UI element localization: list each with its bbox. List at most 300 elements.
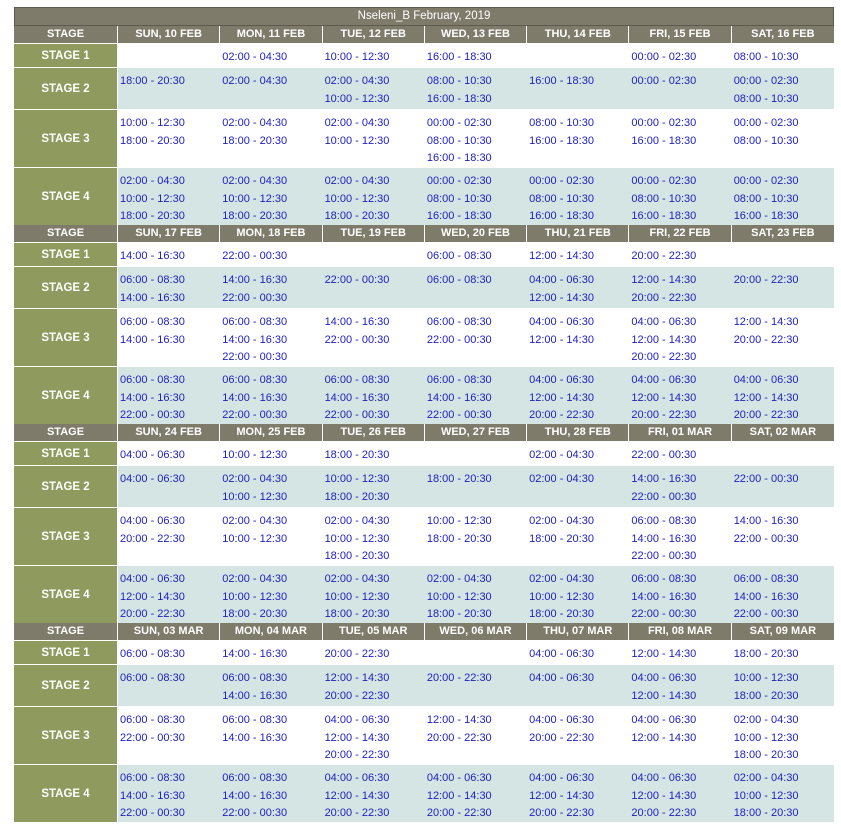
time-slot: 10:00 - 12:30 bbox=[733, 789, 799, 802]
time-slot: 22:00 - 00:30 bbox=[733, 608, 799, 620]
time-slot: 20:00 - 22:30 bbox=[324, 807, 390, 819]
schedule-cell bbox=[732, 765, 834, 822]
time-slot: 02:00 - 04:30 bbox=[222, 473, 288, 485]
time-slot: 14:00 - 16:30 bbox=[120, 789, 185, 802]
schedule-cell bbox=[629, 44, 731, 67]
schedule-cell bbox=[220, 765, 322, 822]
schedule-cell bbox=[629, 707, 731, 764]
schedule-cell bbox=[425, 466, 527, 507]
schedule-cell bbox=[732, 68, 834, 109]
time-slot: 06:00 - 08:30 bbox=[631, 573, 697, 585]
day-header: WED, 06 MAR bbox=[425, 623, 527, 640]
schedule-cell bbox=[220, 508, 322, 565]
time-slot: 20:00 - 22:30 bbox=[631, 250, 697, 262]
stage-row bbox=[14, 664, 834, 706]
time-slot: 00:00 - 02:30 bbox=[631, 175, 697, 187]
time-slot: 20:00 - 22:30 bbox=[631, 807, 697, 819]
time-slot: 06:00 - 08:30 bbox=[631, 515, 697, 527]
schedule-cell bbox=[527, 44, 629, 67]
week-header-row bbox=[14, 424, 834, 441]
time-slot: 20:00 - 22:30 bbox=[529, 409, 594, 421]
stage-label: STAGE 2 bbox=[14, 267, 118, 308]
stage-row bbox=[14, 109, 834, 167]
schedule-cell bbox=[732, 442, 834, 465]
stage-label: STAGE 2 bbox=[14, 68, 118, 109]
schedule-cell bbox=[323, 508, 425, 565]
schedule-cell bbox=[323, 466, 425, 507]
stage-label: STAGE 2 bbox=[14, 466, 118, 507]
schedule-cell bbox=[323, 110, 425, 167]
week-block bbox=[14, 225, 834, 424]
schedule-cell bbox=[527, 707, 629, 764]
day-header: FRI, 22 FEB bbox=[629, 225, 731, 242]
time-slot: 10:00 - 12:30 bbox=[324, 92, 390, 105]
schedule-cell bbox=[732, 508, 834, 565]
time-slot: 04:00 - 06:30 bbox=[120, 473, 185, 485]
time-slot: 02:00 - 04:30 bbox=[426, 573, 492, 585]
time-slot: 02:00 - 04:30 bbox=[324, 117, 390, 129]
schedule-cell bbox=[629, 168, 731, 225]
time-slot: 18:00 - 20:30 bbox=[733, 807, 799, 819]
time-slot: 06:00 - 08:30 bbox=[426, 374, 492, 386]
schedule-cell bbox=[629, 566, 731, 623]
time-slot: 12:00 - 14:30 bbox=[120, 590, 185, 603]
schedule-cell bbox=[118, 466, 220, 507]
stage-label: STAGE 4 bbox=[14, 765, 118, 822]
time-slot: 22:00 - 00:30 bbox=[222, 409, 288, 421]
time-slot: 02:00 - 04:30 bbox=[324, 175, 390, 187]
schedule-cell bbox=[425, 566, 527, 623]
time-slot: 06:00 - 08:30 bbox=[733, 573, 799, 585]
stage-label: STAGE 3 bbox=[14, 508, 118, 565]
time-slot: 08:00 - 10:30 bbox=[426, 75, 492, 87]
time-slot: 04:00 - 06:30 bbox=[631, 672, 697, 684]
schedule-cell bbox=[425, 367, 527, 424]
schedule-cell bbox=[527, 110, 629, 167]
schedule-cell bbox=[425, 243, 527, 266]
time-slot: 02:00 - 04:30 bbox=[222, 573, 288, 585]
schedule-cell bbox=[220, 267, 322, 308]
time-slot: 22:00 - 00:30 bbox=[222, 807, 288, 819]
time-slot: 14:00 - 16:30 bbox=[120, 250, 185, 262]
stage-label: STAGE 3 bbox=[14, 110, 118, 167]
schedule-cell bbox=[220, 665, 322, 706]
time-slot: 14:00 - 16:30 bbox=[324, 391, 390, 404]
schedule-cell bbox=[425, 665, 527, 706]
time-slot: 20:00 - 22:30 bbox=[324, 648, 390, 660]
schedule-cell bbox=[323, 665, 425, 706]
schedule-cell bbox=[118, 665, 220, 706]
time-slot: 16:00 - 18:30 bbox=[631, 134, 697, 147]
day-header: MON, 11 FEB bbox=[220, 26, 322, 43]
schedule-cell bbox=[118, 267, 220, 308]
schedule-cell bbox=[629, 68, 731, 109]
time-slot: 22:00 - 00:30 bbox=[120, 807, 185, 819]
time-slot: 22:00 - 00:30 bbox=[631, 608, 697, 620]
stage-row bbox=[14, 167, 834, 225]
time-slot: 12:00 - 14:30 bbox=[426, 714, 492, 726]
schedule-cell bbox=[220, 68, 322, 109]
time-slot: 02:00 - 04:30 bbox=[529, 573, 594, 585]
time-slot: 06:00 - 08:30 bbox=[120, 648, 185, 660]
time-slot: 18:00 - 20:30 bbox=[120, 75, 185, 87]
schedule-cell bbox=[425, 110, 527, 167]
schedule-cell bbox=[118, 68, 220, 109]
day-header: SUN, 03 MAR bbox=[118, 623, 220, 640]
time-slot: 12:00 - 14:30 bbox=[324, 789, 390, 802]
time-slot: 22:00 - 00:30 bbox=[631, 550, 697, 562]
week-header-row bbox=[14, 623, 834, 640]
stage-column-header: STAGE bbox=[14, 623, 118, 640]
stage-label: STAGE 4 bbox=[14, 367, 118, 424]
time-slot: 18:00 - 20:30 bbox=[222, 134, 288, 147]
time-slot: 14:00 - 16:30 bbox=[426, 391, 492, 404]
time-slot: 20:00 - 22:30 bbox=[426, 807, 492, 819]
time-slot: 14:00 - 16:30 bbox=[222, 274, 288, 286]
time-slot: 06:00 - 08:30 bbox=[324, 374, 390, 386]
time-slot: 04:00 - 06:30 bbox=[529, 374, 594, 386]
time-slot: 04:00 - 06:30 bbox=[324, 772, 390, 784]
stage-label: STAGE 1 bbox=[14, 243, 118, 266]
day-header: SAT, 09 MAR bbox=[732, 623, 834, 640]
schedule-cell bbox=[425, 68, 527, 109]
time-slot: 00:00 - 02:30 bbox=[631, 51, 697, 63]
week-header-row bbox=[14, 26, 834, 43]
time-slot: 14:00 - 16:30 bbox=[222, 731, 288, 744]
schedule-cell bbox=[323, 243, 425, 266]
schedule-cell bbox=[732, 466, 834, 507]
schedule-cell bbox=[527, 309, 629, 366]
time-slot: 12:00 - 14:30 bbox=[324, 731, 390, 744]
schedule-cell bbox=[425, 765, 527, 822]
time-slot: 14:00 - 16:30 bbox=[733, 515, 799, 527]
schedule-cell bbox=[323, 168, 425, 225]
time-slot: 16:00 - 18:30 bbox=[426, 51, 492, 63]
schedule-cell bbox=[220, 309, 322, 366]
schedule-cell bbox=[220, 641, 322, 664]
stage-row bbox=[14, 242, 834, 266]
time-slot: 12:00 - 14:30 bbox=[529, 250, 594, 262]
time-slot: 22:00 - 00:30 bbox=[324, 409, 390, 421]
day-header: WED, 13 FEB bbox=[425, 26, 527, 43]
time-slot: 10:00 - 12:30 bbox=[222, 192, 288, 205]
schedule-cell bbox=[118, 566, 220, 623]
day-header: WED, 27 FEB bbox=[425, 424, 527, 441]
time-slot: 10:00 - 12:30 bbox=[324, 473, 390, 485]
day-header: WED, 20 FEB bbox=[425, 225, 527, 242]
time-slot: 12:00 - 14:30 bbox=[631, 274, 697, 286]
stage-label: STAGE 3 bbox=[14, 309, 118, 366]
schedule-cell bbox=[732, 309, 834, 366]
time-slot: 18:00 - 20:30 bbox=[324, 550, 390, 562]
time-slot: 02:00 - 04:30 bbox=[120, 175, 185, 187]
stage-row bbox=[14, 266, 834, 308]
day-header: TUE, 19 FEB bbox=[323, 225, 425, 242]
time-slot: 20:00 - 22:30 bbox=[733, 409, 799, 421]
time-slot: 00:00 - 02:30 bbox=[529, 175, 594, 187]
time-slot: 10:00 - 12:30 bbox=[733, 672, 799, 684]
day-header: SUN, 17 FEB bbox=[118, 225, 220, 242]
schedule-cell bbox=[323, 765, 425, 822]
time-slot: 16:00 - 18:30 bbox=[529, 134, 594, 147]
time-slot: 18:00 - 20:30 bbox=[529, 608, 594, 620]
time-slot: 18:00 - 20:30 bbox=[222, 210, 288, 222]
time-slot: 06:00 - 08:30 bbox=[120, 772, 185, 784]
time-slot: 00:00 - 02:30 bbox=[426, 175, 492, 187]
time-slot: 02:00 - 04:30 bbox=[222, 515, 288, 527]
day-header: SAT, 16 FEB bbox=[732, 26, 834, 43]
time-slot: 10:00 - 12:30 bbox=[120, 117, 185, 129]
stage-column-header: STAGE bbox=[14, 225, 118, 242]
time-slot: 02:00 - 04:30 bbox=[733, 714, 799, 726]
schedule-cell bbox=[323, 267, 425, 308]
schedule-cell bbox=[732, 665, 834, 706]
time-slot: 12:00 - 14:30 bbox=[631, 648, 697, 660]
time-slot: 04:00 - 06:30 bbox=[631, 374, 697, 386]
day-header: THU, 21 FEB bbox=[527, 225, 629, 242]
time-slot: 10:00 - 12:30 bbox=[222, 490, 288, 503]
schedule-cell bbox=[629, 765, 731, 822]
time-slot: 16:00 - 18:30 bbox=[529, 75, 594, 87]
time-slot: 12:00 - 14:30 bbox=[631, 789, 697, 802]
stage-row bbox=[14, 43, 834, 67]
time-slot: 18:00 - 20:30 bbox=[324, 449, 390, 461]
time-slot: 08:00 - 10:30 bbox=[733, 51, 799, 63]
stage-label: STAGE 1 bbox=[14, 641, 118, 664]
time-slot: 14:00 - 16:30 bbox=[120, 333, 185, 346]
schedule-cell bbox=[220, 168, 322, 225]
schedule-cell bbox=[732, 110, 834, 167]
stage-row bbox=[14, 465, 834, 507]
schedule-cell bbox=[629, 267, 731, 308]
time-slot: 12:00 - 14:30 bbox=[529, 789, 594, 802]
day-header: FRI, 08 MAR bbox=[629, 623, 731, 640]
schedule-cell bbox=[527, 665, 629, 706]
stage-label: STAGE 4 bbox=[14, 566, 118, 623]
schedule-cell bbox=[425, 508, 527, 565]
schedule-cell bbox=[118, 367, 220, 424]
time-slot: 22:00 - 00:30 bbox=[426, 333, 492, 346]
schedule-cell bbox=[118, 707, 220, 764]
day-header: FRI, 15 FEB bbox=[629, 26, 731, 43]
time-slot: 02:00 - 04:30 bbox=[324, 573, 390, 585]
time-slot: 20:00 - 22:30 bbox=[631, 351, 697, 363]
time-slot: 10:00 - 12:30 bbox=[222, 449, 288, 461]
schedule-cell bbox=[629, 665, 731, 706]
schedule-cell bbox=[425, 267, 527, 308]
time-slot: 14:00 - 16:30 bbox=[324, 316, 390, 328]
time-slot: 08:00 - 10:30 bbox=[529, 117, 594, 129]
time-slot: 14:00 - 16:30 bbox=[222, 689, 288, 702]
time-slot: 18:00 - 20:30 bbox=[324, 608, 390, 620]
time-slot: 08:00 - 10:30 bbox=[426, 192, 492, 205]
schedule-cell bbox=[527, 168, 629, 225]
time-slot: 04:00 - 06:30 bbox=[120, 573, 185, 585]
time-slot: 14:00 - 16:30 bbox=[733, 590, 799, 603]
time-slot: 04:00 - 06:30 bbox=[631, 714, 697, 726]
schedule-cell bbox=[527, 442, 629, 465]
schedule-cell bbox=[629, 309, 731, 366]
time-slot: 00:00 - 02:30 bbox=[733, 175, 799, 187]
time-slot: 22:00 - 00:30 bbox=[324, 333, 390, 346]
time-slot: 06:00 - 08:30 bbox=[120, 274, 185, 286]
time-slot: 06:00 - 08:30 bbox=[426, 250, 492, 262]
day-header: SUN, 24 FEB bbox=[118, 424, 220, 441]
schedule-cell bbox=[527, 765, 629, 822]
time-slot: 06:00 - 08:30 bbox=[222, 772, 288, 784]
time-slot: 12:00 - 14:30 bbox=[631, 333, 697, 346]
time-slot: 12:00 - 14:30 bbox=[631, 731, 697, 744]
time-slot: 00:00 - 02:30 bbox=[733, 75, 799, 87]
time-slot: 20:00 - 22:30 bbox=[324, 689, 390, 702]
time-slot: 08:00 - 10:30 bbox=[631, 192, 697, 205]
time-slot: 14:00 - 16:30 bbox=[631, 590, 697, 603]
time-slot: 04:00 - 06:30 bbox=[631, 316, 697, 328]
schedule-cell bbox=[323, 44, 425, 67]
time-slot: 10:00 - 12:30 bbox=[324, 590, 390, 603]
day-header: MON, 04 MAR bbox=[220, 623, 322, 640]
time-slot: 18:00 - 20:30 bbox=[733, 648, 799, 660]
time-slot: 10:00 - 12:30 bbox=[426, 590, 492, 603]
schedule-cell bbox=[118, 508, 220, 565]
time-slot: 20:00 - 22:30 bbox=[426, 672, 492, 684]
schedule-cell bbox=[323, 566, 425, 623]
time-slot: 22:00 - 00:30 bbox=[733, 473, 799, 485]
time-slot: 02:00 - 04:30 bbox=[222, 117, 288, 129]
time-slot: 14:00 - 16:30 bbox=[222, 648, 288, 660]
schedule-cell bbox=[118, 168, 220, 225]
schedule-cell bbox=[527, 566, 629, 623]
time-slot: 20:00 - 22:30 bbox=[631, 409, 697, 421]
schedule-cell bbox=[527, 367, 629, 424]
time-slot: 16:00 - 18:30 bbox=[426, 152, 492, 164]
time-slot: 06:00 - 08:30 bbox=[222, 672, 288, 684]
time-slot: 20:00 - 22:30 bbox=[529, 731, 594, 744]
time-slot: 10:00 - 12:30 bbox=[529, 590, 594, 603]
time-slot: 08:00 - 10:30 bbox=[733, 92, 799, 105]
time-slot: 20:00 - 22:30 bbox=[426, 731, 492, 744]
time-slot: 20:00 - 22:30 bbox=[529, 807, 594, 819]
time-slot: 02:00 - 04:30 bbox=[529, 473, 594, 485]
time-slot: 16:00 - 18:30 bbox=[426, 210, 492, 222]
schedule-cell bbox=[629, 641, 731, 664]
time-slot: 04:00 - 06:30 bbox=[529, 672, 594, 684]
day-header: TUE, 26 FEB bbox=[323, 424, 425, 441]
schedule-cell bbox=[323, 641, 425, 664]
time-slot: 20:00 - 22:30 bbox=[733, 274, 799, 286]
time-slot: 04:00 - 06:30 bbox=[529, 274, 594, 286]
schedule-cell bbox=[118, 765, 220, 822]
time-slot: 14:00 - 16:30 bbox=[120, 291, 185, 304]
schedule-cell bbox=[527, 466, 629, 507]
stage-label: STAGE 3 bbox=[14, 707, 118, 764]
time-slot: 20:00 - 22:30 bbox=[733, 333, 799, 346]
time-slot: 22:00 - 00:30 bbox=[222, 291, 288, 304]
time-slot: 02:00 - 04:30 bbox=[324, 75, 390, 87]
stage-row bbox=[14, 441, 834, 465]
week-header-row bbox=[14, 225, 834, 242]
time-slot: 22:00 - 00:30 bbox=[222, 351, 288, 363]
time-slot: 04:00 - 06:30 bbox=[631, 772, 697, 784]
schedule-cell bbox=[425, 707, 527, 764]
time-slot: 10:00 - 12:30 bbox=[324, 51, 390, 63]
time-slot: 14:00 - 16:30 bbox=[222, 789, 288, 802]
time-slot: 02:00 - 04:30 bbox=[529, 515, 594, 527]
time-slot: 06:00 - 08:30 bbox=[120, 374, 185, 386]
stage-label: STAGE 1 bbox=[14, 442, 118, 465]
time-slot: 04:00 - 06:30 bbox=[529, 648, 594, 660]
time-slot: 22:00 - 00:30 bbox=[120, 409, 185, 421]
schedule-cell bbox=[629, 508, 731, 565]
stage-row bbox=[14, 764, 834, 822]
day-header: SUN, 10 FEB bbox=[118, 26, 220, 43]
day-header: SAT, 23 FEB bbox=[732, 225, 834, 242]
time-slot: 12:00 - 14:30 bbox=[529, 333, 594, 346]
schedule-cell bbox=[220, 110, 322, 167]
time-slot: 12:00 - 14:30 bbox=[426, 789, 492, 802]
stage-label: STAGE 4 bbox=[14, 168, 118, 225]
schedule-cell bbox=[118, 110, 220, 167]
time-slot: 04:00 - 06:30 bbox=[529, 714, 594, 726]
time-slot: 14:00 - 16:30 bbox=[631, 473, 697, 485]
schedule-cell bbox=[527, 243, 629, 266]
day-header: THU, 28 FEB bbox=[527, 424, 629, 441]
time-slot: 12:00 - 14:30 bbox=[733, 391, 799, 404]
time-slot: 08:00 - 10:30 bbox=[733, 192, 799, 205]
day-header: TUE, 12 FEB bbox=[323, 26, 425, 43]
schedule-cell bbox=[220, 707, 322, 764]
time-slot: 00:00 - 02:30 bbox=[631, 117, 697, 129]
time-slot: 02:00 - 04:30 bbox=[529, 449, 594, 461]
time-slot: 02:00 - 04:30 bbox=[222, 51, 288, 63]
time-slot: 10:00 - 12:30 bbox=[733, 731, 799, 744]
time-slot: 10:00 - 12:30 bbox=[222, 532, 288, 545]
schedule-cell bbox=[732, 168, 834, 225]
schedule-cell bbox=[732, 641, 834, 664]
time-slot: 04:00 - 06:30 bbox=[733, 374, 799, 386]
time-slot: 18:00 - 20:30 bbox=[324, 210, 390, 222]
stage-row bbox=[14, 67, 834, 109]
schedule-cell bbox=[425, 44, 527, 67]
time-slot: 16:00 - 18:30 bbox=[631, 210, 697, 222]
time-slot: 20:00 - 22:30 bbox=[120, 608, 185, 620]
time-slot: 22:00 - 00:30 bbox=[222, 250, 288, 262]
time-slot: 04:00 - 06:30 bbox=[529, 772, 594, 784]
stage-label: STAGE 1 bbox=[14, 44, 118, 67]
schedule-cell bbox=[220, 442, 322, 465]
time-slot: 18:00 - 20:30 bbox=[733, 749, 799, 761]
schedule-cell bbox=[732, 243, 834, 266]
time-slot: 16:00 - 18:30 bbox=[733, 210, 799, 222]
time-slot: 02:00 - 04:30 bbox=[222, 175, 288, 187]
time-slot: 20:00 - 22:30 bbox=[631, 291, 697, 304]
time-slot: 22:00 - 00:30 bbox=[120, 731, 185, 744]
time-slot: 08:00 - 10:30 bbox=[733, 134, 799, 147]
schedule-cell bbox=[629, 243, 731, 266]
time-slot: 10:00 - 12:30 bbox=[324, 192, 390, 205]
time-slot: 22:00 - 00:30 bbox=[324, 274, 390, 286]
schedule-cell bbox=[732, 44, 834, 67]
schedule-cell bbox=[323, 309, 425, 366]
time-slot: 00:00 - 02:30 bbox=[426, 117, 492, 129]
schedule-cell bbox=[220, 44, 322, 67]
time-slot: 22:00 - 00:30 bbox=[426, 409, 492, 421]
time-slot: 10:00 - 12:30 bbox=[324, 134, 390, 147]
day-header: MON, 18 FEB bbox=[220, 225, 322, 242]
time-slot: 06:00 - 08:30 bbox=[222, 374, 288, 386]
time-slot: 18:00 - 20:30 bbox=[120, 134, 185, 147]
schedule-cell bbox=[527, 641, 629, 664]
